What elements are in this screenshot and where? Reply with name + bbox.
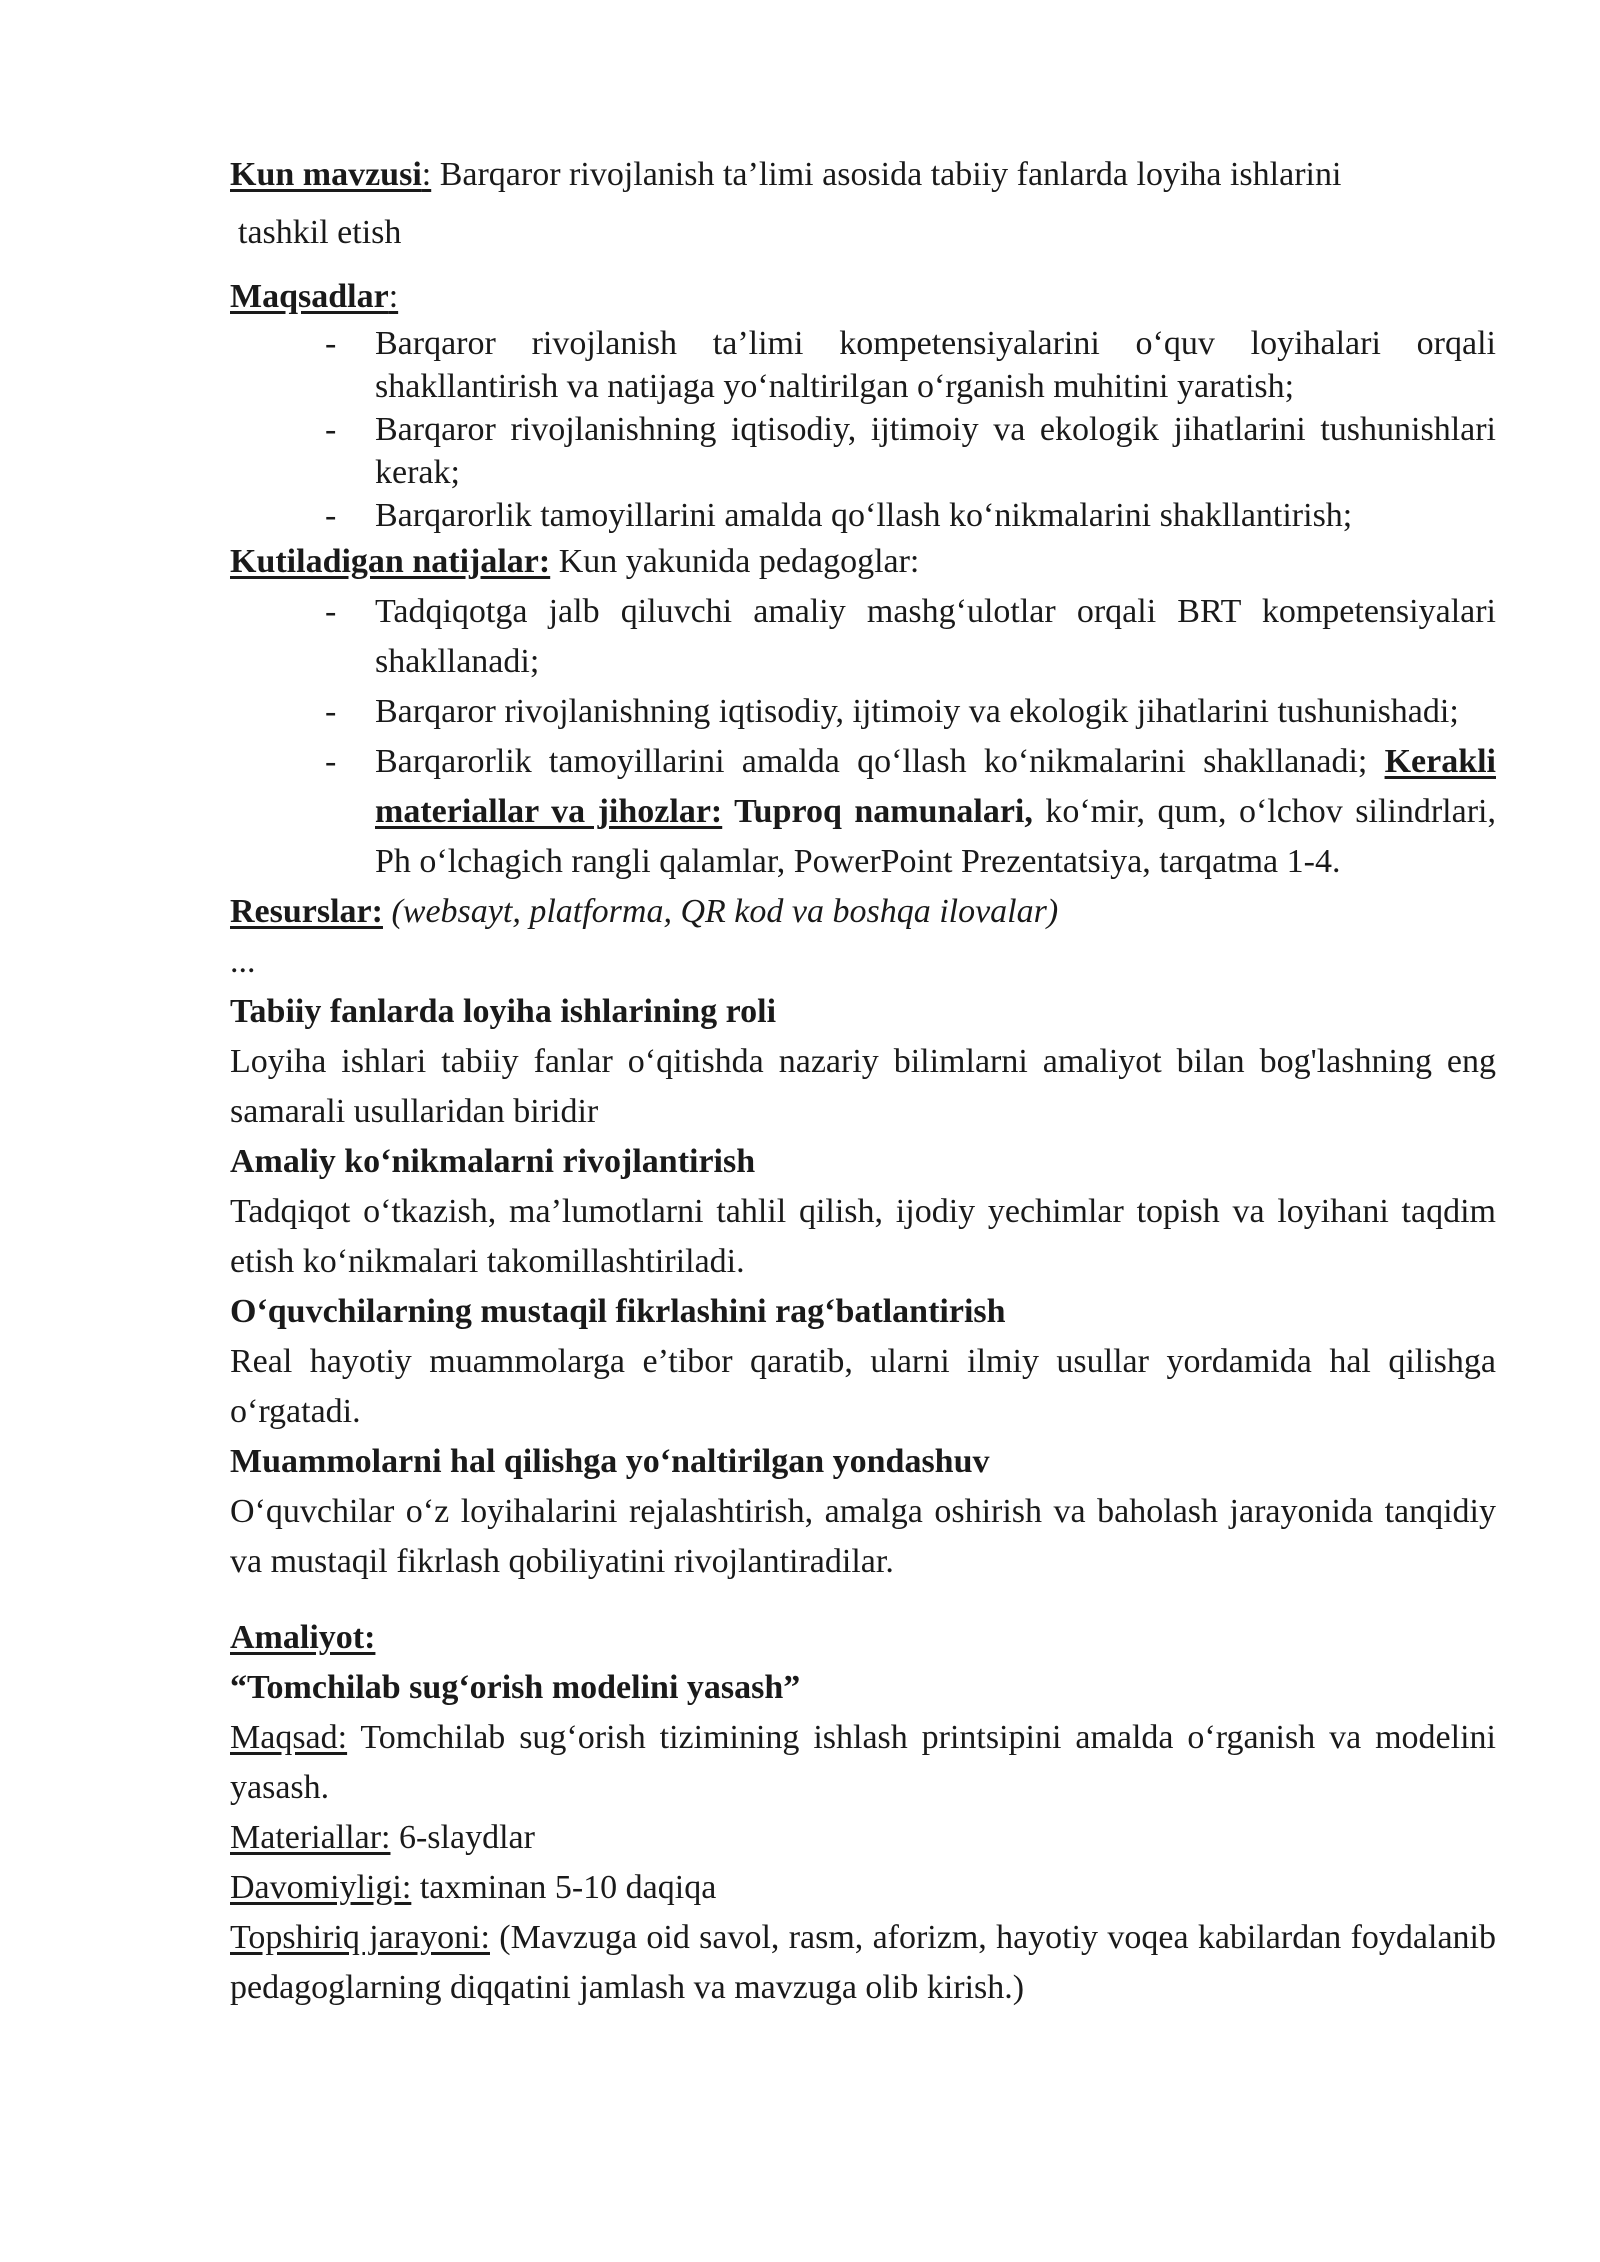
practice-materials-text: 6-slaydlar: [390, 1819, 535, 1856]
goal-item: - Barqaror rivojlanishning iqtisodiy, ijtimoiy va ekologik jihatlarini tushunishlari kerak;: [230, 408, 1496, 494]
section-heading: Tabiiy fanlarda loyiha ishlarining roli: [230, 993, 777, 1030]
practice-duration-label: Davomiyligi:: [230, 1869, 412, 1906]
practice-title: “Tomchilab sug‘orish modelini yasash”: [230, 1669, 801, 1706]
resources-line: [230, 887, 1496, 937]
goals-label: Maqsadlar: [230, 278, 389, 315]
dash-bullet: -: [325, 325, 337, 362]
topic-line: [230, 150, 1496, 200]
outcome-item: - Barqarorlik tamoyillarini amalda qo‘llash ko‘nikmalarini shakllanadi; Kerakli materiallar va jihozlar: Tuproq namunalari, ko‘mir, qum, o‘lchov silindrlari, Ph o‘lchagich rangli qalamlar, PowerPoint Prezentatsiya, tarqatma 1-4.: [230, 737, 1496, 887]
outcomes-text: Kun yakunida pedagoglar:: [550, 543, 920, 580]
outcomes-label: Kutiladigan natijalar:: [230, 543, 551, 580]
practice-goal: [230, 1713, 1496, 1813]
outcome-item: - Barqaror rivojlanishning iqtisodiy, ijtimoiy va ekologik jihatlarini tushunishadi;: [230, 687, 1496, 737]
goal-item: - Barqaror rivojlanish ta’limi kompetensiyalarini o‘quv loyihalari orqali shakllantirish va natijaga yo‘naltirilgan o‘rganish muhitini yaratish;: [230, 322, 1496, 408]
spacer: [230, 1587, 1496, 1613]
document-page: [230, 150, 1496, 2013]
practice-label: Amaliyot:: [230, 1619, 376, 1656]
section-heading: Amaliy ko‘nikmalarni rivojlantirish: [230, 1143, 756, 1180]
practice-duration: [230, 1863, 1496, 1913]
dash-bullet: -: [325, 743, 337, 780]
ellipsis: ...: [230, 943, 256, 980]
dash-bullet: -: [325, 593, 337, 630]
section-heading: O‘quvchilarning mustaqil fikrlashini rag‘batlantirish: [230, 1293, 1006, 1330]
practice-task-text: (Mavzuga oid savol, rasm, aforizm, hayotiy voqea kabilardan foydalanib pedagoglarning diqqatini jamlash va mavzuga olib kirish.): [230, 1919, 1496, 2006]
dash-bullet: -: [325, 693, 337, 730]
topic-colon: :: [421, 156, 432, 193]
practice-materials-label: Materiallar:: [230, 1819, 391, 1856]
topic-text: Barqaror rivojlanish ta’limi asosida tabiiy fanlarda loyiha ishlarini: [431, 156, 1342, 193]
practice-goal-label: Maqsad:: [230, 1719, 348, 1756]
goals-colon: :: [388, 278, 399, 315]
materials-label: Kerakli materiallar va jihozlar:: [375, 743, 1496, 830]
practice-task-label: Topshiriq jarayoni:: [230, 1919, 490, 1956]
practice-task: [230, 1913, 1496, 2013]
section-body: O‘quvchilar o‘z loyihalarini rejalashtirish, amalga oshirish va baholash jarayonida tanqidiy va mustaqil fikrlash qobiliyatini rivojlantiradilar.: [230, 1493, 1496, 1580]
resources-label: Resurslar:: [230, 893, 383, 930]
section-heading: Muammolarni hal qilishga yo‘naltirilgan yondashuv: [230, 1443, 990, 1480]
goal-item: - Barqarorlik tamoyillarini amalda qo‘llash ko‘nikmalarini shakllantirish;: [230, 494, 1496, 537]
practice-goal-text: Tomchilab sug‘orish tizimining ishlash printsipini amalda o‘rganish va modelini yasash.: [230, 1719, 1496, 1806]
outcomes-heading: [230, 537, 1496, 587]
section-body: Loyiha ishlari tabiiy fanlar o‘qitishda nazariy bilimlarni amaliyot bilan bog'lashning eng samarali usullaridan biridir: [230, 1043, 1496, 1130]
section-body: Tadqiqot o‘tkazish, ma’lumotlarni tahlil qilish, ijodiy yechimlar topish va loyihani taqdim etish ko‘nikmalari takomillashtiriladi.: [230, 1193, 1496, 1280]
materials-text: ko‘mir, qum, o‘lchov silindrlari, Ph o‘lchagich rangli qalamlar, PowerPoint Prezentatsiya, tarqatma 1-4.: [375, 793, 1496, 880]
dash-bullet: -: [325, 411, 337, 448]
dash-bullet: -: [325, 497, 337, 534]
practice-materials: [230, 1813, 1496, 1863]
outcome-item: - Tadqiqotga jalb qiluvchi amaliy mashg‘ulotlar orqali BRT kompetensiyalari shakllanadi;: [230, 587, 1496, 687]
resources-text: (websayt, platforma, QR kod va boshqa ilovalar): [382, 893, 1059, 930]
topic-label: Kun mavzusi: [230, 156, 422, 193]
goals-list: [230, 322, 1496, 537]
practice-duration-text: taxminan 5-10 daqiqa: [411, 1869, 717, 1906]
topic-line-2: tashkil etish: [238, 214, 402, 251]
section-body: Real hayotiy muammolarga e’tibor qaratib, ularni ilmiy usullar yordamida hal qilishga o‘rgatadi.: [230, 1343, 1496, 1430]
materials-bold: Tuproq namunalari,: [722, 793, 1033, 830]
goals-heading: [230, 272, 1496, 322]
outcomes-list: [230, 587, 1496, 887]
